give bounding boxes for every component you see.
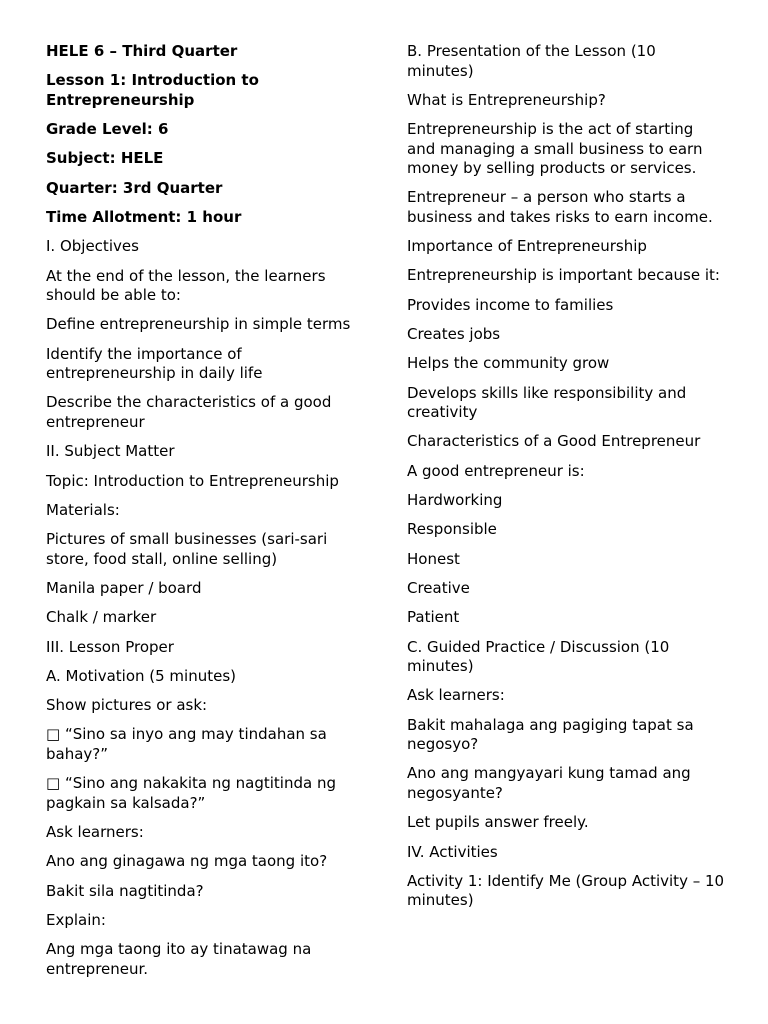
paragraph: Manila paper / board — [46, 578, 202, 597]
paragraph: Activity 1: Identify Me (Group Activity – 10 minutes) — [407, 871, 725, 910]
paragraph: Creates jobs — [407, 325, 501, 344]
paragraph: Show pictures or ask: — [46, 696, 208, 715]
paragraph: Ask learners: — [407, 686, 505, 705]
paragraph: A. Motivation (5 minutes) — [46, 666, 237, 685]
paragraph: II. Subject Matter — [46, 442, 175, 461]
paragraph: Provides income to families — [407, 295, 614, 314]
paragraph: IV. Activities — [407, 842, 498, 861]
paragraph: Entrepreneurship is important because it: — [407, 266, 720, 285]
heading-line: Subject: HELE — [46, 149, 164, 168]
paragraph: Bakit sila nagtitinda? — [46, 881, 204, 900]
heading-line: Lesson 1: Introduction to Entrepreneurship — [46, 71, 259, 109]
left-column — [46, 42, 374, 989]
paragraph: I. Objectives — [46, 237, 139, 256]
paragraph: Pictures of small businesses (sari-sari store, food stall, online selling) — [46, 530, 328, 568]
paragraph: Define entrepreneurship in simple terms — [46, 315, 351, 334]
heading-line: Quarter: 3rd Quarter — [46, 178, 223, 197]
paragraph: Ano ang ginagawa ng mga taong ito? — [46, 852, 328, 871]
paragraph: Materials: — [46, 500, 120, 519]
paragraph: What is Entrepreneurship? — [407, 90, 606, 109]
heading-line: Grade Level: 6 — [46, 120, 169, 139]
paragraph: □ “Sino sa inyo ang may tindahan sa bahay?” — [46, 725, 327, 763]
paragraph: Describe the characteristics of a good entrepreneur — [46, 393, 332, 431]
paragraph: Patient — [407, 608, 460, 627]
paragraph: III. Lesson Proper — [46, 637, 174, 656]
heading-line: Time Allotment: 1 hour — [46, 207, 242, 226]
paragraph: B. Presentation of the Lesson (10 minutes) — [407, 42, 656, 80]
paragraph: Helps the community grow — [407, 354, 610, 373]
paragraph: Creative — [407, 578, 470, 597]
paragraph: At the end of the lesson, the learners should be able to: — [46, 266, 326, 305]
paragraph: Characteristics of a Good Entrepreneur — [407, 432, 701, 451]
right-column — [407, 42, 725, 921]
paragraph: Ask learners: — [46, 823, 144, 842]
paragraph: Develops skills like responsibility and creativity — [407, 383, 687, 422]
paragraph: Honest — [407, 549, 460, 568]
paragraph: □ “Sino ang nakakita ng nagtitinda ng pagkain sa kalsada?” — [46, 774, 336, 812]
paragraph: Hardworking — [407, 491, 503, 510]
paragraph: Explain: — [46, 910, 106, 929]
paragraph: A good entrepreneur is: — [407, 461, 585, 480]
paragraph: Identify the importance of entrepreneurship in daily life — [46, 344, 263, 383]
paragraph: Topic: Introduction to Entrepreneurship — [46, 471, 339, 490]
heading-line: HELE 6 – Third Quarter — [46, 42, 238, 60]
paragraph: Ano ang mangyayari kung tamad ang negosyante? — [407, 764, 691, 802]
paragraph: Responsible — [407, 520, 497, 539]
paragraph: Entrepreneurship is the act of starting and managing a small business to earn money by selling products or services. — [407, 120, 703, 178]
paragraph: Ang mga taong ito ay tinatawag na entrepreneur. — [46, 940, 312, 978]
paragraph: Entrepreneur – a person who starts a business and takes risks to earn income. — [407, 188, 713, 226]
paragraph: Importance of Entrepreneurship — [407, 237, 647, 256]
paragraph: Bakit mahalaga ang pagiging tapat sa negosyo? — [407, 715, 694, 754]
paragraph: Chalk / marker — [46, 608, 157, 627]
paragraph: Let pupils answer freely. — [407, 813, 589, 832]
paragraph: C. Guided Practice / Discussion (10 minutes) — [407, 637, 670, 676]
